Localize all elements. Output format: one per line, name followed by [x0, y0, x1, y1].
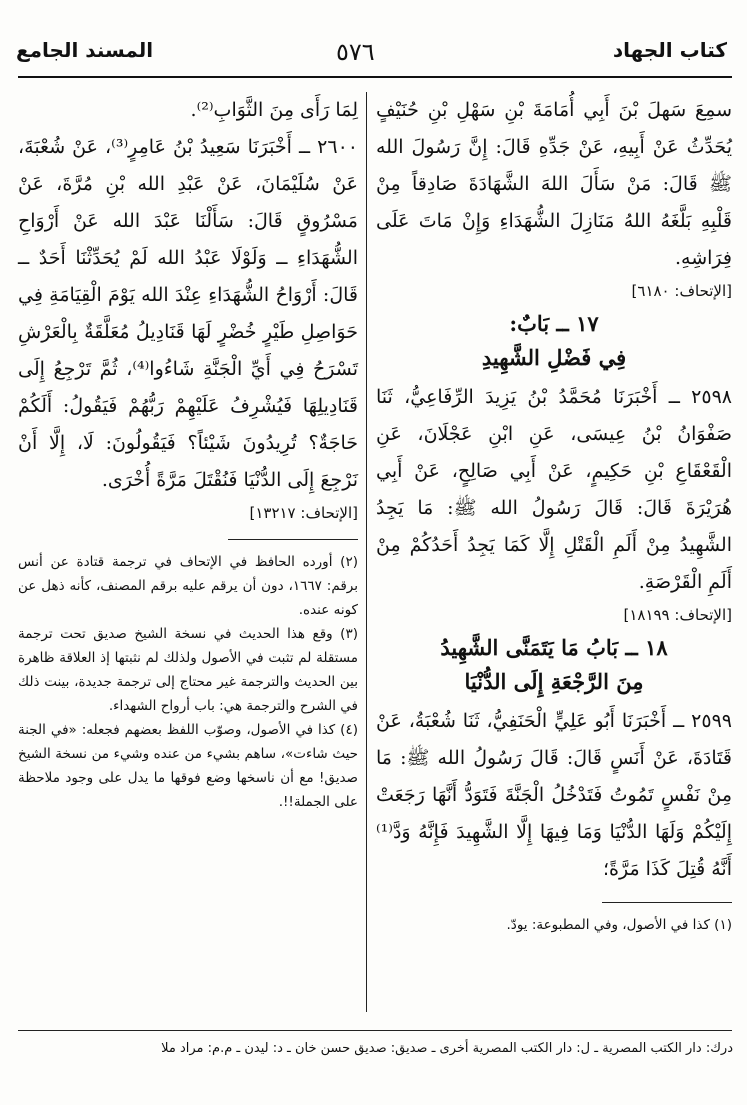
footnote-3: (٣) وقع هذا الحديث في نسخة الشيخ صديق تحت ترجمة مستقلة لم تثبت في الأصول ولذلك لم نثبتها إذ العلاقة ظاهرة بين الحديث والترجمة غير محتاج إلى ترجمة جديدة، بينت ذلك في الشرح والترجمة هي: باب أرواح الشهداء. — [18, 626, 358, 714]
chapter-18-number: ١٨ ــ بَابُ مَا يَتَمَنَّى الشَّهِيدُ — [440, 635, 668, 660]
column-divider — [366, 92, 367, 1012]
hadith-2598: ٢٥٩٨ ــ أَخْبَرَنَا مُحَمَّدُ بْنُ يَزِيدَ الرِّفَاعِيُّ، ثَنَا صَفْوَانُ بْنُ عِيسَى، عَنِ ابْنِ عَجْلَانَ، عَنِ الْقَعْقَاعِ بْنِ حَكِيمٍ، عَنْ أَبِي صَالِحٍ، عَنْ أَبِي هُرَيْرَةَ قَالَ: قَالَ رَسُولُ الله ﷺ: مَا يَجِدُ الشَّهِيدُ مِنْ أَلَمِ الْقَتْلِ إِلَّا كَمَا يَجِدُ أَحَدُكُمْ مِنْ أَلَمِ الْقَرْصَةِ. — [376, 386, 732, 593]
footnote-rule — [602, 902, 732, 903]
chapter-17-title: فِي فَضْلِ الشَّهِيدِ — [481, 345, 627, 370]
header-rule — [18, 76, 732, 78]
right-column — [376, 92, 732, 937]
footnote-4: (٤) كذا في الأصول، وصوّب اللفظ بعضهم فجعله: «في الجنة حيث شاءت»، ساهم بشيء من عنده وشيء من نسخة الشيخ صديق! مع أن ناسخها وضع فوقها ما يدل على وجود ملاحظة على الجملة!!. — [18, 722, 358, 810]
hadith-continuation-text: سمِعَ سَهلَ بْنَ أَبِي أُمَامَةَ بْنِ سَهْلِ بْنِ حُنَيْفٍ يُحَدِّثُ عَنْ أَبِيهِ، عَنْ جَدِّهِ قَالَ: إِنَّ رَسُولَ الله ﷺ قَالَ: مَنْ سَأَلَ اللهَ الشَّهَادَةَ صَادِقاً مِنْ قَلْبِهِ بَلَّغَهُ اللهُ مَنَازِلَ الشُّهَدَاءِ وَإِنْ مَاتَ عَلَى فِرَاشِهِ. — [376, 99, 732, 269]
chapter-18-title: مِنَ الرَّجْعَةِ إِلَى الدُّنْيَا — [464, 669, 644, 694]
hadith-2599: ٢٥٩٩ ــ أَخْبَرَنَا أَبُو عَلِيٍّ الْحَنَفِيُّ، ثَنَا شُعْبَةُ، عَنْ قَتَادَةَ، عَنْ أَنَسٍ قَالَ: قَالَ رَسُولُ الله ﷺ: مَا مِنْ نَفْسٍ تَمُوتُ فَتَدْخُلُ الْجَنَّةَ فَتَوَدُّ أَنَّهَا رَجَعَتْ إِلَيْكُمْ وَلَهَا الدُّنْيَا وَمَا فِيهَا إِلَّا الشَّهِيدَ فَإِنَّهُ وَدَّ⁽¹⁾ أَنَّهُ قُتِلَ كَذَا مَرَّةً؛ — [376, 710, 732, 880]
chapter-18-heading — [376, 631, 732, 699]
hadith-2600: ٢٦٠٠ ــ أَخْبَرَنَا سَعِيدُ بْنُ عَامِرٍ⁽³⁾، عَنْ شُعْبَةَ، عَنْ سُلَيْمَانَ، عَنْ عَبْدِ الله بْنِ مُرَّةَ، عَنْ مَسْرُوقٍ قَالَ: سَأَلْنَا عَبْدَ الله عَنْ أَرْوَاحِ الشُّهَدَاءِ ــ وَلَوْلَا عَبْدُ الله لَمْ يُحَدِّثْنَا أَحَدٌ ــ قَالَ: أَرْوَاحُ الشُّهَدَاءِ عِنْدَ الله يَوْمَ الْقِيَامَةِ فِي حَوَاصِلِ طَيْرٍ خُضْرٍ لَهَا قَنَادِيلُ مُعَلَّقَةٌ بِالْعَرْشِ تَسْرَحُ فِي أَيِّ الْجَنَّةِ شَاءُوا⁽⁴⁾، ثُمَّ تَرْجِعُ إِلَى قَنَادِيلِهَا فَيُشْرِفُ عَلَيْهِمْ رَبُّهُمْ فَيَقُولُ: أَلَكُمْ حَاجَةٌ؟ تُرِيدُونَ شَيْئاً؟ فَيَقُولُونَ: لَا، إِلَّا أَنْ نَرْجِعَ إِلَى الدُّنْيَا فَنُقْتَلَ مَرَّةً أُخْرَى. — [18, 136, 358, 491]
footnote-2: (٢) أورده الحافظ في الإتحاف في ترجمة قتادة عن أنس برقم: ١٦٦٧، دون أن يرقم عليه برقم المصنف، كأنه ذهل عن كونه عنده. — [18, 554, 359, 618]
chapter-17-number: ١٧ ــ بَابٌ: — [509, 311, 599, 336]
footnote-rule — [228, 539, 358, 540]
ithaf-citation: [الإتحاف: ٦١٨٠] — [631, 282, 732, 300]
chapter-17-heading — [376, 307, 732, 375]
footer-rule — [18, 1030, 732, 1031]
left-column — [18, 92, 358, 814]
ithaf-citation: [الإتحاف: ١٣٢١٧] — [249, 504, 358, 522]
hadith-continuation-text: لِمَا رَأَى مِنَ الثَّوَابِ⁽²⁾. — [190, 99, 358, 121]
header-collection-title: المسند الجامع — [16, 38, 154, 62]
header-book-title: كتاب الجهاد — [612, 38, 727, 62]
ithaf-citation: [الإتحاف: ١٨١٩٩] — [623, 606, 732, 624]
manuscript-abbreviations-footer: درك: دار الكتب المصرية ـ ل: دار الكتب المصرية أخرى ـ صديق: صديق حسن خان ـ د: ليدن ـ م.م: مراد ملا — [161, 1041, 733, 1056]
footnote-1: (١) كذا في الأصول، وفي المطبوعة: يودّ. — [506, 917, 732, 933]
page-number: ٥٧٦ — [336, 38, 375, 66]
